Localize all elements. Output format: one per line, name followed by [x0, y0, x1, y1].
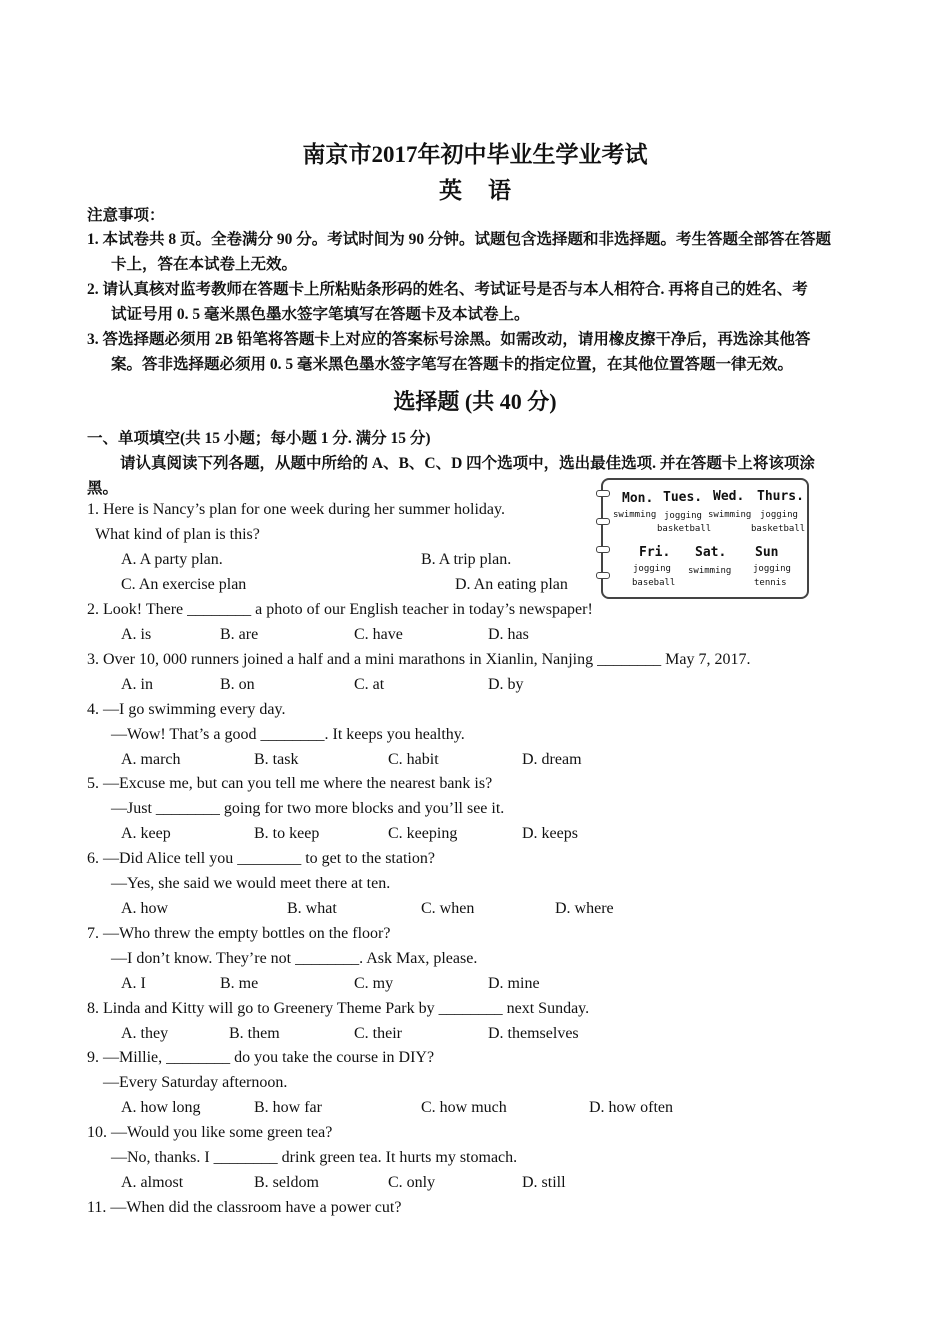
q4-option-a: A. march — [121, 751, 181, 768]
q8-option-a: A. they — [121, 1025, 169, 1042]
q3-option-d: D. by — [488, 676, 524, 693]
q9-option-c: C. how much — [421, 1099, 507, 1116]
q7-option-d: D. mine — [488, 975, 540, 992]
plan-day-tues: Tues. — [663, 490, 703, 505]
q10-option-b: B. seldom — [254, 1174, 319, 1191]
question-7-reply: —I don’t know. They’re not ________. Ask Max, please. — [111, 950, 478, 967]
q1-option-d: D. An eating plan — [455, 576, 568, 593]
question-10-stem: 10. —Would you like some green tea? — [87, 1124, 333, 1141]
plan-activity: basketball — [657, 524, 712, 534]
plan-activity: jogging — [664, 511, 702, 521]
plan-activity: swimming — [708, 510, 752, 520]
plan-day-wed: Wed. — [713, 489, 745, 504]
notice-3-line-2: 案。答非选择题必须用 0. 5 毫米黑色墨水签字笔写在答题卡的指定位置，在其他位置答题一律无效。 — [111, 356, 794, 373]
q2-option-d: D. has — [488, 626, 529, 643]
question-10-reply: —No, thanks. I ________ drink green tea. It hurts my stomach. — [111, 1149, 518, 1166]
plan-activity: jogging — [760, 510, 798, 520]
q6-option-d: D. where — [555, 900, 614, 917]
q7-option-b: B. me — [220, 975, 259, 992]
binder-ring — [596, 572, 610, 579]
plan-day-thurs: Thurs. — [757, 489, 804, 504]
q7-option-c: C. my — [354, 975, 394, 992]
q10-option-c: C. only — [388, 1174, 436, 1191]
question-7-stem: 7. —Who threw the empty bottles on the floor? — [87, 925, 391, 942]
q2-option-c: C. have — [354, 626, 403, 643]
exam-subject: 英语 — [439, 178, 537, 203]
q9-option-a: A. how long — [121, 1099, 201, 1116]
plan-day-mon: Mon. — [622, 491, 654, 506]
notice-2-line-2: 试证号用 0. 5 毫米黑色墨水签字笔填写在答题卡及本试卷上。 — [111, 306, 530, 323]
exam-title: 南京市2017年初中毕业生学业考试 — [302, 142, 648, 167]
question-8-stem: 8. Linda and Kitty will go to Greenery Theme Park by ________ next Sunday. — [87, 1000, 590, 1017]
q10-option-a: A. almost — [121, 1174, 184, 1191]
q5-option-a: A. keep — [121, 825, 171, 842]
plan-activity: basketball — [751, 524, 806, 534]
q8-option-b: B. them — [229, 1025, 280, 1042]
plan-day-fri: Fri. — [639, 545, 671, 560]
q5-option-d: D. keeps — [522, 825, 578, 842]
question-2-stem: 2. Look! There ________ a photo of our English teacher in today’s newspaper! — [87, 601, 593, 618]
notice-2-line-1: 2. 请认真核对监考教师在答题卡上所粘贴条形码的姓名、考试证号是否与本人相符合. 再将自己的姓名、考 — [87, 281, 808, 298]
question-3-stem: 3. Over 10, 000 runners joined a half and a mini marathons in Xianlin, Nanjing ________ May 7, 2017. — [87, 651, 751, 668]
q9-option-d: D. how often — [589, 1099, 673, 1116]
q1-option-c: C. An exercise plan — [121, 576, 247, 593]
plan-day-sun: Sun — [755, 545, 779, 560]
q6-option-b: B. what — [287, 900, 337, 917]
question-6-reply: —Yes, she said we would meet there at ten. — [111, 875, 391, 892]
question-9-stem: 9. —Millie, ________ do you take the course in DIY? — [87, 1049, 435, 1066]
q6-option-a: A. how — [121, 900, 169, 917]
q1-option-b: B. A trip plan. — [421, 551, 512, 568]
q2-option-a: A. is — [121, 626, 152, 643]
instruction-line-2: 黑。 — [87, 480, 119, 497]
binder-ring — [596, 518, 610, 525]
question-9-reply: —Every Saturday afternoon. — [103, 1074, 288, 1091]
q3-option-b: B. on — [220, 676, 255, 693]
question-4-reply: —Wow! That’s a good ________. It keeps you healthy. — [111, 726, 465, 743]
notice-1-line-1: 1. 本试卷共 8 页。全卷满分 90 分。考试时间为 90 分钟。试题包含选择题和非选择题。考生答题全部答在答题 — [87, 231, 832, 248]
binder-ring — [596, 546, 610, 553]
question-5-reply: —Just ________ going for two more blocks and you’ll see it. — [111, 800, 505, 817]
q1-option-a: A. A party plan. — [121, 551, 223, 568]
q8-option-d: D. themselves — [488, 1025, 579, 1042]
q8-option-c: C. their — [354, 1025, 402, 1042]
q4-option-b: B. task — [254, 751, 299, 768]
plan-activity: jogging — [633, 564, 671, 574]
plan-day-sat: Sat. — [695, 545, 727, 560]
plan-activity: tennis — [754, 578, 787, 588]
plan-activity: swimming — [688, 566, 732, 576]
q2-option-b: B. are — [220, 626, 259, 643]
q4-option-c: C. habit — [388, 751, 439, 768]
plan-activity: swimming — [613, 510, 657, 520]
part-heading: 一、单项填空(共 15 小题；每小题 1 分. 满分 15 分) — [87, 430, 431, 447]
plan-activity: jogging — [753, 564, 791, 574]
q5-option-c: C. keeping — [388, 825, 458, 842]
question-1-ask: What kind of plan is this? — [95, 526, 260, 543]
plan-activity: baseball — [632, 578, 676, 588]
q6-option-c: C. when — [421, 900, 475, 917]
question-4-stem: 4. —I go swimming every day. — [87, 701, 286, 718]
question-1-stem: 1. Here is Nancy’s plan for one week during her summer holiday. — [87, 501, 505, 518]
notice-3-line-1: 3. 答选择题必须用 2B 铅笔将答题卡上对应的答案标号涂黑。如需改动，请用橡皮擦干净后，再选涂其他答 — [87, 331, 811, 348]
q4-option-d: D. dream — [522, 751, 582, 768]
instruction-line-1: 请认真阅读下列各题，从题中所给的 A、B、C、D 四个选项中，选出最佳选项. 并在答题卡上将该项涂 — [120, 455, 815, 472]
q9-option-b: B. how far — [254, 1099, 322, 1116]
question-5-stem: 5. —Excuse me, but can you tell me where the nearest bank is? — [87, 775, 493, 792]
weekly-plan-card — [601, 478, 809, 599]
section-title: 选择题 (共 40 分) — [393, 389, 557, 414]
notice-1-line-2: 卡上，答在本试卷上无效。 — [111, 256, 298, 273]
notice-heading: 注意事项： — [87, 207, 165, 224]
q3-option-a: A. in — [121, 676, 153, 693]
q7-option-a: A. I — [121, 975, 146, 992]
question-11-stem: 11. —When did the classroom have a power cut? — [87, 1199, 402, 1216]
q10-option-d: D. still — [522, 1174, 566, 1191]
question-6-stem: 6. —Did Alice tell you ________ to get to the station? — [87, 850, 435, 867]
q5-option-b: B. to keep — [254, 825, 320, 842]
q3-option-c: C. at — [354, 676, 385, 693]
binder-ring — [596, 490, 610, 497]
